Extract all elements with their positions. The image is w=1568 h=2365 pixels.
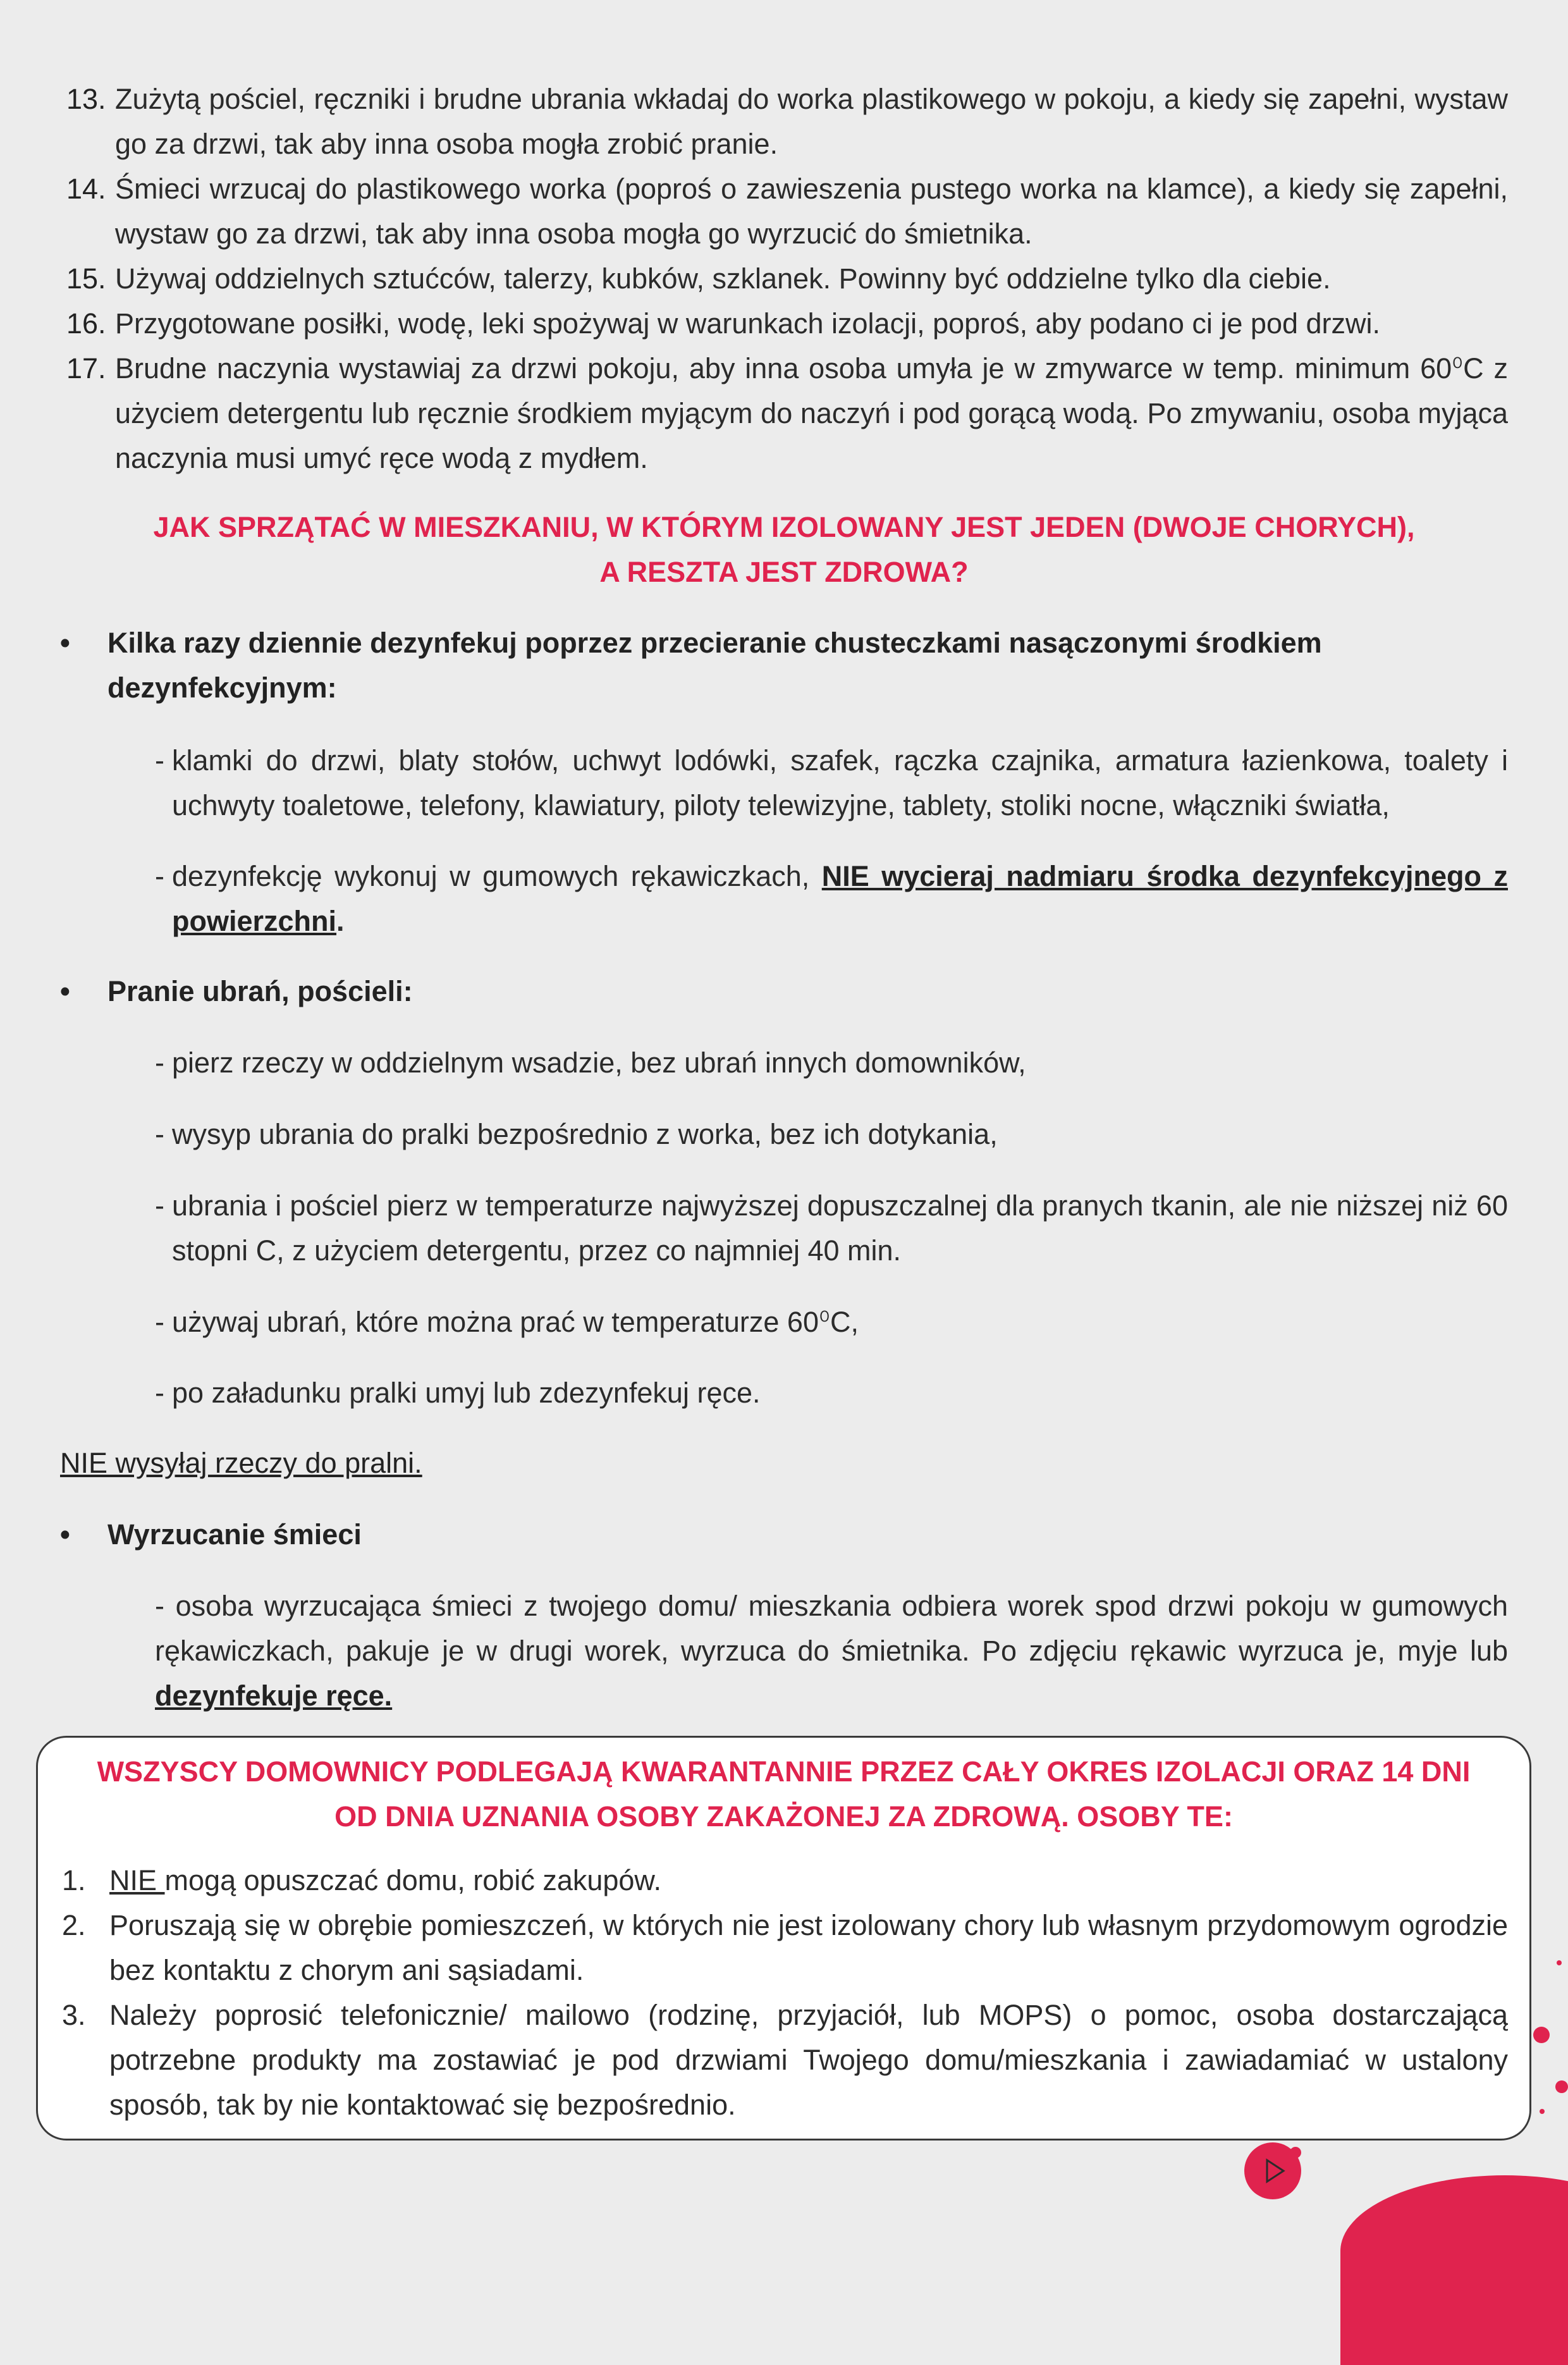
quarantine-heading-line: OD DNIA UZNANIA OSOBY ZAKAŻONEJ ZA ZDROWĄ. OSOBY TE:	[334, 1800, 1233, 1833]
laundry-item-text: ubrania i pościel pierz w temperaturze najwyższej dopuszczalnej dla pranych tkanin, ale nie niższej niż 60 stopni C, z użyciem detergentu, przez co najmniej 40 min.	[172, 1189, 1508, 1267]
dash-icon: -	[155, 1306, 164, 1338]
laundry-item-text: po załadunku pralki umyj lub zdezynfekuj ręce.	[172, 1377, 761, 1409]
disinfect-item	[155, 738, 1508, 828]
list-item	[62, 1858, 1508, 1903]
no-laundromat-note: NIE wysyłaj rzeczy do pralni.	[60, 1447, 422, 1479]
numbered-list	[60, 77, 1508, 481]
list-item	[60, 77, 1508, 166]
section-heading-line: JAK SPRZĄTAĆ W MIESZKANIU, W KTÓRYM IZOLOWANY JEST JEDEN (DWOJE CHORYCH),	[153, 511, 1415, 543]
disinfect-item-body	[155, 854, 1508, 943]
dash-icon: -	[155, 1047, 164, 1079]
list-item	[62, 1903, 1508, 1993]
bullet-heading-text: Wyrzucanie śmieci	[107, 1518, 362, 1551]
laundry-item	[155, 1112, 1508, 1157]
list-item-number: 14.	[66, 173, 106, 205]
disinfect-item-text: dezynfekcję wykonuj w gumowych rękawiczkach,	[172, 860, 822, 892]
bullet-icon: •	[60, 627, 70, 659]
list-item-number: 1.	[62, 1864, 86, 1896]
bullet-heading-disinfect	[60, 620, 1508, 710]
decorative-dot	[1557, 1960, 1562, 1965]
decorative-dot	[1540, 2109, 1545, 2114]
decorative-dot	[1290, 2147, 1301, 2158]
trash-item	[155, 1583, 1508, 1718]
list-item-number: 13.	[66, 83, 106, 115]
quarantine-box	[36, 1736, 1531, 2141]
laundry-item	[155, 1370, 1508, 1415]
quarantine-list	[62, 1858, 1508, 2127]
decorative-blob	[1340, 2175, 1568, 2365]
list-item-text: Poruszają się w obrębie pomieszczeń, w których nie jest izolowany chory lub własnym przydomowym ogrodzie bez kontaktu z chorym ani sąsiadami.	[109, 1909, 1508, 1986]
dash-icon: -	[155, 744, 164, 777]
list-item-text: Używaj oddzielnych sztućców, talerzy, kubków, szklanek. Powinny być oddzielne tylko dla ciebie.	[115, 262, 1331, 295]
dash-icon: -	[155, 1118, 164, 1150]
bullet-heading-laundry	[60, 969, 1508, 1014]
list-item	[60, 256, 1508, 301]
list-item	[62, 1993, 1508, 2127]
list-item-number: 2.	[62, 1909, 86, 1941]
list-item-number: 15.	[66, 262, 106, 295]
trash-item-text: - osoba wyrzucająca śmieci z twojego domu/ mieszkania odbiera worek spod drzwi pokoju w gumowych rękawiczkach, pakuje je w drugi worek, wyrzuca do śmietnika. Po zdjęciu rękawic wyrzuca je, myje lub	[155, 1590, 1508, 1667]
emphasis-text: NIE	[109, 1864, 165, 1896]
list-item-text: Śmieci wrzucaj do plastikowego worka (poproś o zawieszenia pustego worka na klamce), a kiedy się zapełni, wystaw go za drzwi, tak aby inna osoba mogła go wyrzucić do śmietnika.	[115, 173, 1508, 250]
quarantine-heading-line: WSZYSCY DOMOWNICY PODLEGAJĄ KWARANTANNIE PRZEZ CAŁY OKRES IZOLACJI ORAZ 14 DNI	[97, 1755, 1471, 1788]
laundry-item-text: używaj ubrań, które można prać w temperaturze 60⁰C,	[172, 1306, 859, 1338]
laundry-item	[155, 1183, 1508, 1273]
list-item-number: 17.	[66, 352, 106, 384]
dash-icon: -	[155, 1189, 164, 1222]
disinfect-item-text: klamki do drzwi, blaty stołów, uchwyt lodówki, szafek, rączka czajnika, armatura łazienkowa, toalety i uchwyty toaletowe, telefony, klawiatury, piloty telewizyjne, tablety, stoliki nocne, włączniki światła,	[172, 744, 1508, 821]
section-heading-line: A RESZTA JEST ZDROWA?	[599, 556, 969, 588]
decorative-dot	[1555, 2080, 1568, 2093]
dash-icon: -	[155, 1377, 164, 1409]
dash-icon: -	[155, 860, 164, 892]
list-item-text: Brudne naczynia wystawiaj za drzwi pokoju, aby inna osoba umyła je w zmywarce w temp. minimum 60⁰C z użyciem detergentu lub ręcznie środkiem myjącym do naczyń i pod gorącą wodą. Po zmywaniu, osoba myjąca naczynia musi umyć ręce wodą z mydłem.	[115, 352, 1508, 474]
laundry-item	[155, 1040, 1508, 1085]
list-item-text: Należy poprosić telefonicznie/ mailowo (rodzinę, przyjaciół, lub MOPS) o pomoc, osoba dostarczającą potrzebne produkty ma zostawiać je pod drzwiami Twojego domu/mieszkania i zawiadamiać w ustalony sposób, tak by nie kontaktować się bezpośrednio.	[109, 1999, 1508, 2121]
list-item-number: 16.	[66, 307, 106, 340]
laundry-item-text: pierz rzeczy w oddzielnym wsadzie, bez ubrań innych domowników,	[172, 1047, 1026, 1079]
section-heading	[38, 505, 1530, 594]
laundry-item-text: wysyp ubrania do pralki bezpośrednio z worka, bez ich dotykania,	[172, 1118, 998, 1150]
quarantine-heading	[38, 1749, 1529, 1839]
list-item	[60, 301, 1508, 346]
emphasis-text: NIE wycieraj nadmiaru środka dezynfekcyjnego z powierzchni	[172, 860, 1508, 937]
bullet-heading-text: Kilka razy dziennie dezynfekuj poprzez przecieranie chusteczkami nasączonymi środkiem dezynfekcyjnym:	[107, 627, 1322, 704]
list-item-text: mogą opuszczać domu, robić zakupów.	[164, 1864, 661, 1896]
bullet-heading-trash	[60, 1512, 1508, 1557]
list-item-text: Przygotowane posiłki, wodę, leki spożywaj w warunkach izolacji, poproś, aby podano ci je pod drzwi.	[115, 307, 1381, 340]
punctuation: .	[336, 905, 345, 937]
list-item-text: Zużytą pościel, ręczniki i brudne ubrania wkładaj do worka plastikowego w pokoju, a kiedy się zapełni, wystaw go za drzwi, tak aby inna osoba mogła zrobić pranie.	[115, 83, 1508, 160]
emphasis-text: dezynfekuje ręce.	[155, 1680, 393, 1712]
list-item	[60, 346, 1508, 481]
bullet-heading-text: Pranie ubrań, pościeli:	[107, 975, 413, 1007]
laundry-item	[155, 1299, 1508, 1344]
decorative-dot	[1533, 2027, 1550, 2043]
list-item	[60, 166, 1508, 256]
disinfect-item	[155, 854, 1508, 943]
bullet-icon: •	[60, 975, 70, 1007]
bullet-icon: •	[60, 1518, 70, 1551]
list-item-number: 3.	[62, 1999, 86, 2031]
